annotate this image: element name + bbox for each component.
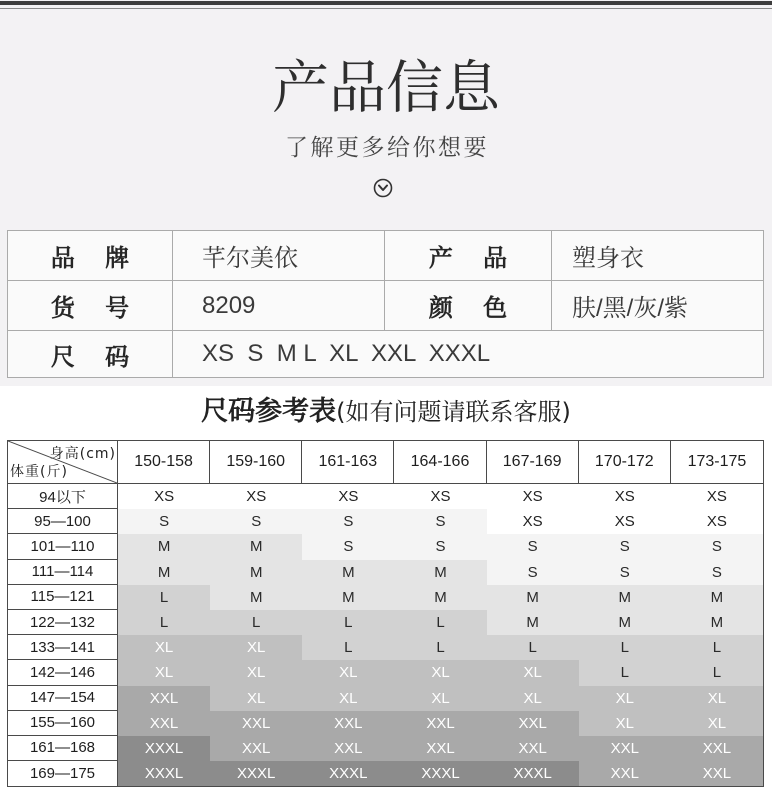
size-cell: XS bbox=[579, 509, 671, 534]
top-border-thin-line bbox=[0, 8, 772, 9]
size-cell: XL bbox=[671, 711, 763, 736]
size-cell: XS bbox=[302, 484, 394, 509]
height-range-header: 164-166 bbox=[394, 441, 486, 484]
height-axis-label: 身高(cm) bbox=[49, 446, 116, 462]
size-chart-title: 尺码参考表 bbox=[201, 396, 337, 427]
size-cell: XL bbox=[210, 635, 302, 660]
size-cell: L bbox=[579, 635, 671, 660]
size-cell: L bbox=[394, 635, 486, 660]
size-cell: XXL bbox=[118, 711, 210, 736]
color-value: 肤/黑/灰/紫 bbox=[552, 281, 764, 331]
top-border-line bbox=[0, 1, 772, 5]
size-chart-table bbox=[7, 440, 764, 787]
size-cell: XL bbox=[118, 660, 210, 685]
size-cell: XXL bbox=[210, 711, 302, 736]
size-cell: M bbox=[210, 534, 302, 559]
size-cell: L bbox=[671, 660, 763, 685]
size-cell: L bbox=[118, 585, 210, 610]
size-cell: XXL bbox=[579, 736, 671, 761]
product-info-table bbox=[7, 230, 764, 378]
weight-range-cell: 94以下 bbox=[8, 484, 118, 509]
height-range-header: 159-160 bbox=[210, 441, 302, 484]
size-cell: XXL bbox=[579, 761, 671, 786]
size-cell: L bbox=[394, 610, 486, 635]
size-cell: XXL bbox=[487, 711, 579, 736]
size-cell: XXL bbox=[671, 761, 763, 786]
weight-range-cell: 111—114 bbox=[8, 560, 118, 585]
brand-value: 芊尔美依 bbox=[173, 231, 385, 281]
size-cell: M bbox=[210, 560, 302, 585]
size-cell: XL bbox=[302, 686, 394, 711]
size-cell: XXL bbox=[302, 736, 394, 761]
size-cell: S bbox=[487, 560, 579, 585]
size-cell: M bbox=[394, 560, 486, 585]
size-cell: XS bbox=[118, 484, 210, 509]
size-label: 尺 码 bbox=[8, 331, 173, 378]
brand-label: 品 牌 bbox=[8, 231, 173, 281]
size-cell: XL bbox=[671, 686, 763, 711]
height-range-header: 150-158 bbox=[118, 441, 210, 484]
size-chart-heading bbox=[0, 396, 772, 428]
size-cell: XL bbox=[579, 686, 671, 711]
size-cell: M bbox=[210, 585, 302, 610]
product-label: 产 品 bbox=[385, 231, 552, 281]
size-cell: XS bbox=[487, 509, 579, 534]
size-cell: M bbox=[579, 585, 671, 610]
size-cell: XXL bbox=[394, 711, 486, 736]
size-cell: XXL bbox=[118, 686, 210, 711]
size-cell: XL bbox=[394, 686, 486, 711]
size-cell: XS bbox=[487, 484, 579, 509]
size-cell: XXL bbox=[210, 736, 302, 761]
size-cell: XXXL bbox=[302, 761, 394, 786]
size-cell: L bbox=[579, 660, 671, 685]
item-number-label: 货 号 bbox=[8, 281, 173, 331]
size-cell: S bbox=[579, 534, 671, 559]
size-cell: XL bbox=[302, 660, 394, 685]
height-range-header: 170-172 bbox=[579, 441, 671, 484]
size-cell: S bbox=[302, 509, 394, 534]
size-cell: S bbox=[118, 509, 210, 534]
weight-range-cell: 142—146 bbox=[8, 660, 118, 685]
weight-range-cell: 115—121 bbox=[8, 585, 118, 610]
size-chart-note: (如有问题请联系客服) bbox=[336, 398, 571, 426]
weight-range-cell: 155—160 bbox=[8, 711, 118, 736]
size-cell: S bbox=[671, 534, 763, 559]
size-cell: S bbox=[394, 534, 486, 559]
size-cell: XXL bbox=[671, 736, 763, 761]
weight-range-cell: 133—141 bbox=[8, 635, 118, 660]
weight-range-cell: 169—175 bbox=[8, 761, 118, 786]
size-cell: XS bbox=[671, 484, 763, 509]
size-cell: S bbox=[302, 534, 394, 559]
weight-axis-label: 体重(斤) bbox=[10, 464, 68, 480]
size-cell: XS bbox=[210, 484, 302, 509]
size-cell: XXL bbox=[487, 736, 579, 761]
height-range-header: 161-163 bbox=[302, 441, 394, 484]
weight-range-cell: 161—168 bbox=[8, 736, 118, 761]
size-cell: XXXL bbox=[487, 761, 579, 786]
size-cell: M bbox=[671, 610, 763, 635]
size-cell: M bbox=[118, 534, 210, 559]
size-cell: S bbox=[671, 560, 763, 585]
size-cell: L bbox=[118, 610, 210, 635]
size-cell: S bbox=[487, 534, 579, 559]
size-cell: L bbox=[671, 635, 763, 660]
product-value: 塑身衣 bbox=[552, 231, 764, 281]
size-cell: L bbox=[302, 610, 394, 635]
size-cell: M bbox=[579, 610, 671, 635]
size-cell: XS bbox=[394, 484, 486, 509]
size-cell: L bbox=[210, 610, 302, 635]
size-cell: XS bbox=[671, 509, 763, 534]
page-subtitle: 了解更多给你想要 bbox=[285, 135, 489, 161]
size-cell: XL bbox=[487, 660, 579, 685]
weight-range-cell: 95—100 bbox=[8, 509, 118, 534]
size-cell: L bbox=[302, 635, 394, 660]
size-cell: S bbox=[210, 509, 302, 534]
size-cell: M bbox=[487, 585, 579, 610]
size-cell: M bbox=[302, 585, 394, 610]
size-cell: M bbox=[302, 560, 394, 585]
size-cell: XL bbox=[210, 686, 302, 711]
size-cell: S bbox=[394, 509, 486, 534]
size-cell: XL bbox=[579, 711, 671, 736]
weight-range-cell: 122—132 bbox=[8, 610, 118, 635]
page-title: 产品信息 bbox=[272, 55, 500, 121]
size-chart-corner-cell bbox=[8, 441, 118, 484]
size-cell: M bbox=[671, 585, 763, 610]
height-range-header: 173-175 bbox=[671, 441, 763, 484]
size-cell: L bbox=[487, 635, 579, 660]
size-cell: XXL bbox=[394, 736, 486, 761]
weight-range-cell: 147—154 bbox=[8, 686, 118, 711]
size-cell: XL bbox=[394, 660, 486, 685]
size-cell: XXXL bbox=[118, 761, 210, 786]
size-cell: XXXL bbox=[210, 761, 302, 786]
size-cell: M bbox=[394, 585, 486, 610]
size-cell: M bbox=[487, 610, 579, 635]
item-number-value: 8209 bbox=[173, 281, 385, 331]
size-cell: XL bbox=[487, 686, 579, 711]
size-cell: M bbox=[118, 560, 210, 585]
size-cell: XXXL bbox=[118, 736, 210, 761]
size-cell: XL bbox=[118, 635, 210, 660]
height-range-header: 167-169 bbox=[487, 441, 579, 484]
chevron-down-circle-icon[interactable] bbox=[373, 178, 393, 198]
size-cell: XL bbox=[210, 660, 302, 685]
size-cell: XXXL bbox=[394, 761, 486, 786]
size-options-value: XS S M L XL XXL XXXL bbox=[173, 331, 764, 378]
size-cell: S bbox=[579, 560, 671, 585]
color-label: 颜 色 bbox=[385, 281, 552, 331]
size-cell: XS bbox=[579, 484, 671, 509]
weight-range-cell: 101—110 bbox=[8, 534, 118, 559]
size-cell: XXL bbox=[302, 711, 394, 736]
